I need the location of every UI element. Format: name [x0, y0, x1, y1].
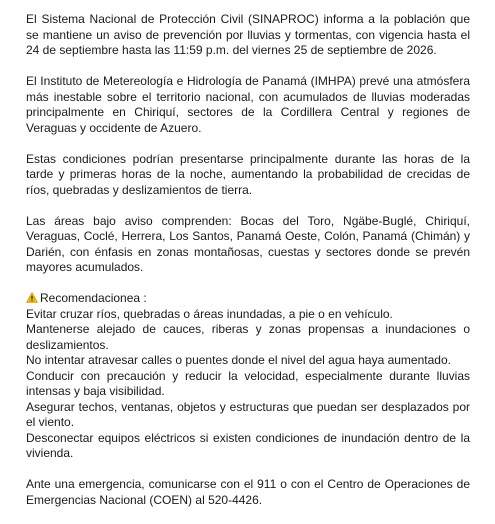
recommendations-section — [26, 291, 470, 462]
paragraph-affected-areas: Las áreas bajo aviso comprenden: Bocas del Toro, Ngäbe-Buglé, Chiriquí, Veraguas, Coclé, Herrera, Los Santos, Panamá Oeste, Colón, Panamá (Chimán) y Darién, con énfasis en zonas montañosas, cuestas y sectores donde se prevén mayores acumulados. — [26, 213, 470, 274]
paragraph-conditions: Estas condiciones podrían presentarse principalmente durante las horas de la tarde y primeras horas de la noche, aumentando la probabilidad de crecidas de ríos, quebradas y deslizamientos de tierra. — [26, 151, 470, 197]
recommendation-item: No intentar atravesar calles o puentes donde el nivel del agua haya aumentado. — [26, 353, 451, 367]
paragraph-sinaproc-notice: El Sistema Nacional de Protección Civil (SINAPROC) informa a la población que se mantiene un aviso de prevención por lluvias y tormentas, con vigencia hasta el 24 de septiembre hasta las 11:59 p.m. del viernes 25 de septiembre de 2026. — [26, 12, 470, 57]
recommendations-title: Recomendacionea : — [40, 291, 147, 305]
recommendation-item: Desconectar equipos eléctricos si existen condiciones de inundación dentro de la vivienda. — [26, 430, 470, 460]
recommendation-item: Evitar cruzar ríos, quebradas o áreas inundadas, a pie o en vehículo. — [26, 306, 393, 321]
recommendation-item: Mantenerse alejado de cauces, riberas y zonas propensas a inundaciones o deslizamientos. — [26, 322, 470, 352]
recommendation-item: Asegurar techos, ventanas, objetos y estructuras que puedan ser desplazados por el viento. — [26, 399, 470, 429]
paragraph-emergency-contact: Ante una emergencia, comunicarse con el 911 o con el Centro de Operaciones de Emergencias Nacional (COEN) al 520-4426. — [26, 477, 470, 507]
document-body — [26, 12, 470, 524]
recommendations-heading — [26, 291, 470, 307]
warning-icon — [26, 292, 38, 303]
recommendation-item: Conducir con precaución y reducir la velocidad, especialmente durante lluvias intensas y baja visibilidad. — [26, 368, 470, 398]
paragraph-imhpa-forecast: El Instituto de Metereología e Hidrología de Panamá (IMHPA) prevé una atmósfera más inestable sobre el territorio nacional, con acumulados de lluvias moderadas principalmente en Chiriquí, sectores de la Cordillera Central y regiones de Veraguas y occidente de Azuero. — [26, 74, 470, 135]
